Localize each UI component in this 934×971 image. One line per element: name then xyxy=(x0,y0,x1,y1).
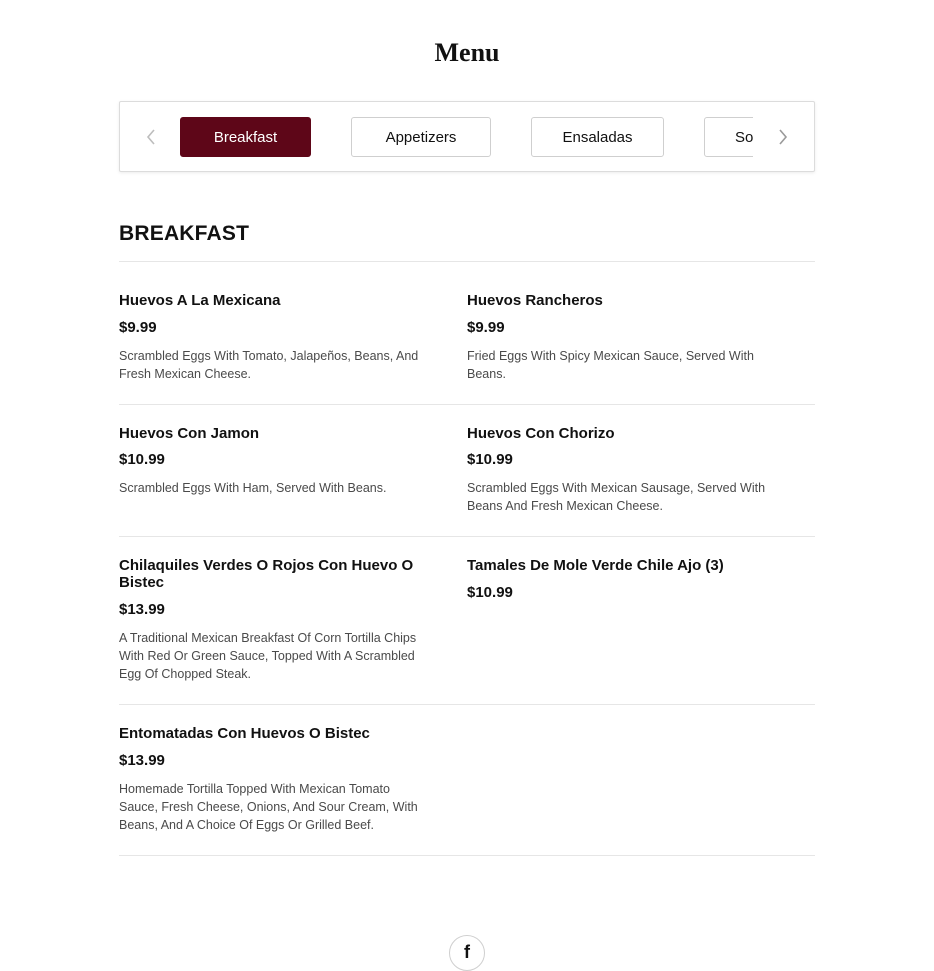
item-price: $9.99 xyxy=(467,319,505,336)
menu-item xyxy=(467,425,777,515)
facebook-button[interactable] xyxy=(449,935,485,971)
chevron-right-icon xyxy=(778,129,788,145)
item-name: Huevos Con Jamon xyxy=(119,425,260,442)
item-description: Scrambled Eggs With Mexican Sausage, Served With Beans And Fresh Mexican Cheese. xyxy=(467,481,766,513)
item-name: Huevos A La Mexicana xyxy=(119,292,281,309)
item-description: Fried Eggs With Spicy Mexican Sauce, Served With Beans. xyxy=(467,349,754,381)
category-tab-bar xyxy=(119,101,815,172)
item-description: Scrambled Eggs With Tomato, Jalapeños, Beans, And Fresh Mexican Cheese. xyxy=(119,349,419,381)
item-name: Tamales De Mole Verde Chile Ajo (3) xyxy=(467,557,724,574)
item-name: Huevos Rancheros xyxy=(467,292,603,309)
item-description: Scrambled Eggs With Ham, Served With Beans. xyxy=(119,481,387,495)
row-divider xyxy=(119,404,815,405)
row-divider xyxy=(119,855,815,856)
menu-item xyxy=(119,425,429,497)
item-price: $13.99 xyxy=(119,601,165,618)
tabs-viewport xyxy=(180,117,753,159)
section-divider xyxy=(119,261,815,262)
tabs-next-button[interactable] xyxy=(772,126,794,148)
item-name: Chilaquiles Verdes O Rojos Con Huevo O Bistec xyxy=(119,557,414,591)
section-title: BREAKFAST xyxy=(119,222,250,245)
item-price: $10.99 xyxy=(467,584,513,601)
tab-ensaladas[interactable]: Ensaladas xyxy=(531,117,664,157)
tab-sopas[interactable]: So xyxy=(704,117,753,157)
chevron-left-icon xyxy=(146,129,156,145)
menu-item xyxy=(119,292,429,383)
item-price: $10.99 xyxy=(119,451,165,468)
item-price: $9.99 xyxy=(119,319,157,336)
item-description: Homemade Tortilla Topped With Mexican Tomato Sauce, Fresh Cheese, Onions, And Sour Cream, With Beans, And A Choice Of Eggs Or Grilled Beef. xyxy=(119,782,418,832)
tabs-prev-button[interactable] xyxy=(140,126,162,148)
facebook-icon: f xyxy=(464,942,470,962)
item-price: $13.99 xyxy=(119,752,165,769)
menu-item xyxy=(119,725,429,834)
item-name: Huevos Con Chorizo xyxy=(467,425,615,442)
row-divider xyxy=(119,536,815,537)
tab-breakfast[interactable]: Breakfast xyxy=(180,117,311,157)
menu-item xyxy=(467,557,777,601)
item-description: A Traditional Mexican Breakfast Of Corn Tortilla Chips With Red Or Green Sauce, Topped With A Scrambled Egg Of Chopped Steak. xyxy=(119,631,417,681)
item-price: $10.99 xyxy=(467,451,513,468)
menu-item xyxy=(119,557,429,683)
item-name: Entomatadas Con Huevos O Bistec xyxy=(119,725,370,742)
row-divider xyxy=(119,704,815,705)
tab-appetizers[interactable]: Appetizers xyxy=(351,117,491,157)
menu-item xyxy=(467,292,777,383)
page-title: Menu xyxy=(434,38,500,67)
